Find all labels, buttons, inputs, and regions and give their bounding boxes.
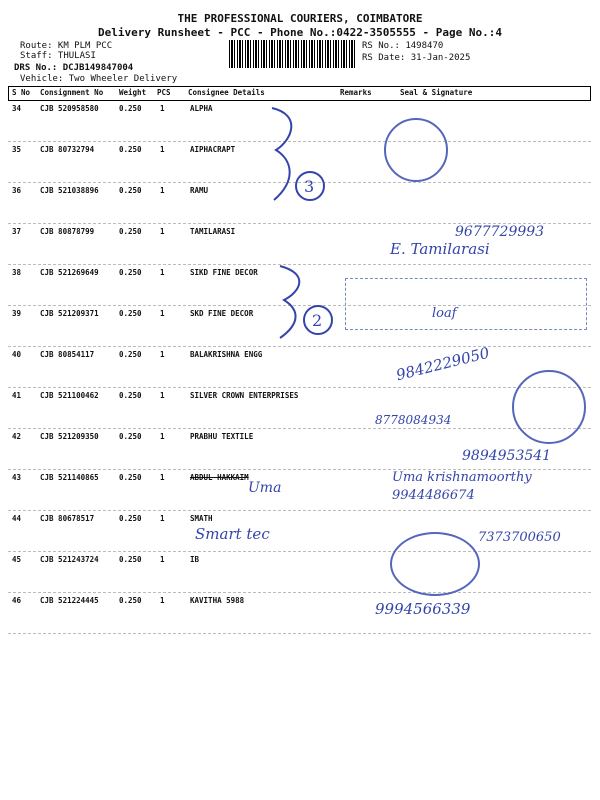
- handwritten-name: Uma krishnamoorthy: [392, 470, 532, 485]
- handwritten-phone: 9894953541: [462, 448, 552, 464]
- row-separator: [8, 592, 591, 593]
- cell-pcs: 1: [160, 186, 165, 195]
- col-header-consignment: Consignment No: [40, 88, 104, 97]
- cell-weight: 0.250: [119, 186, 142, 195]
- cell-pcs: 1: [160, 268, 165, 277]
- cell-consignee: PRABHU TEXTILE: [190, 432, 254, 441]
- cell-cno: CJB 521100462: [40, 391, 99, 400]
- cell-sno: 43: [12, 473, 22, 482]
- cell-cno: CJB 80732794: [40, 145, 95, 154]
- cell-pcs: 1: [160, 596, 165, 605]
- col-header-remarks: Remarks: [340, 88, 372, 97]
- cell-pcs: 1: [160, 391, 165, 400]
- row-separator: [8, 387, 591, 388]
- bracket-mark-1: [262, 100, 342, 210]
- row-separator: [8, 428, 591, 429]
- cell-consignee: SKD FINE DECOR: [190, 309, 254, 318]
- cell-weight: 0.250: [119, 268, 142, 277]
- route-text: Route: KM PLM PCC: [20, 41, 113, 51]
- cell-pcs: 1: [160, 350, 165, 359]
- cell-pcs: 1: [160, 309, 165, 318]
- cell-weight: 0.250: [119, 514, 142, 523]
- row-separator: [8, 510, 591, 511]
- cell-pcs: 1: [160, 145, 165, 154]
- handwritten-note: loaf: [432, 306, 457, 321]
- cell-cno: CJB 80878799: [40, 227, 95, 236]
- cell-sno: 41: [12, 391, 22, 400]
- col-header-weight: Weight: [119, 88, 147, 97]
- rs-number: RS No.: 1498470: [362, 41, 444, 51]
- rs-date: RS Date: 31-Jan-2025: [362, 53, 471, 63]
- cell-sno: 45: [12, 555, 22, 564]
- cell-weight: 0.250: [119, 309, 142, 318]
- cell-pcs: 1: [160, 104, 165, 113]
- runsheet-subtitle: Delivery Runsheet - PCC - Phone No.:0422-3505555 - Page No.:4: [98, 26, 502, 39]
- handwritten-phone: 9842229050: [394, 343, 492, 385]
- cell-cno: CJB 521209371: [40, 309, 99, 318]
- cell-consignee: ABDUL HAKKAIM: [190, 473, 249, 482]
- handwritten-phone: 9944486674: [392, 488, 475, 503]
- seal-stamp: [390, 532, 480, 596]
- bracket-mark-2: [270, 262, 350, 342]
- cell-weight: 0.250: [119, 145, 142, 154]
- cell-cno: CJB 521038896: [40, 186, 99, 195]
- cell-cno: CJB 521269649: [40, 268, 99, 277]
- cell-cno: CJB 521243724: [40, 555, 99, 564]
- vehicle-text: Vehicle: Two Wheeler Delivery: [20, 74, 178, 84]
- cell-cno: CJB 80854117: [40, 350, 95, 359]
- cell-consignee: SILVER CROWN ENTERPRISES: [190, 391, 299, 400]
- cell-pcs: 1: [160, 432, 165, 441]
- svg-text:2: 2: [312, 311, 323, 330]
- cell-consignee: SMATH: [190, 514, 213, 523]
- cell-cno: CJB 521140865: [40, 473, 99, 482]
- cell-pcs: 1: [160, 473, 165, 482]
- cell-cno: CJB 520958580: [40, 104, 99, 113]
- cell-consignee: ALPHA: [190, 104, 213, 113]
- handwritten-signature: Uma: [248, 480, 282, 496]
- cell-weight: 0.250: [119, 473, 142, 482]
- row-separator: [8, 551, 591, 552]
- cell-sno: 40: [12, 350, 22, 359]
- cell-sno: 46: [12, 596, 22, 605]
- row-separator: [8, 346, 591, 347]
- cell-weight: 0.250: [119, 555, 142, 564]
- cell-sno: 44: [12, 514, 22, 523]
- cell-weight: 0.250: [119, 227, 142, 236]
- company-title: THE PROFESSIONAL COURIERS, COIMBATORE: [177, 12, 423, 25]
- cell-sno: 36: [12, 186, 22, 195]
- handwritten-phone: 8778084934: [375, 413, 452, 427]
- cell-weight: 0.250: [119, 596, 142, 605]
- handwritten-phone: 9677729993: [455, 224, 545, 240]
- cell-consignee: KAVITHA 5988: [190, 596, 245, 605]
- col-header-pcs: PCS: [157, 88, 171, 97]
- col-border: [590, 86, 591, 100]
- row-separator: [8, 633, 591, 634]
- cell-consignee: RAMU: [190, 186, 209, 195]
- col-border: [8, 86, 9, 100]
- drs-number: DRS No.: DCJB149847004: [14, 63, 134, 73]
- cell-consignee: IB: [190, 555, 200, 564]
- col-header-consignee: Consignee Details: [188, 88, 265, 97]
- cell-weight: 0.250: [119, 432, 142, 441]
- cell-cno: CJB 521224445: [40, 596, 99, 605]
- staff-text: Staff: THULASI: [20, 51, 96, 61]
- cell-weight: 0.250: [119, 391, 142, 400]
- table-top-border: [8, 86, 591, 87]
- cell-sno: 34: [12, 104, 22, 113]
- cell-cno: CJB 80678517: [40, 514, 95, 523]
- cell-consignee: TAMILARASI: [190, 227, 236, 236]
- cell-consignee: SIKD FINE DECOR: [190, 268, 258, 277]
- cell-sno: 38: [12, 268, 22, 277]
- col-header-seal: Seal & Signature: [400, 88, 473, 97]
- col-header-sno: S No: [12, 88, 31, 97]
- cell-pcs: 1: [160, 227, 165, 236]
- company-stamp: [345, 278, 587, 330]
- cell-pcs: 1: [160, 514, 165, 523]
- barcode: [229, 40, 355, 68]
- handwritten-name: Smart tec: [195, 525, 270, 543]
- handwritten-phone: 9994566339: [375, 600, 471, 618]
- cell-cno: CJB 521209350: [40, 432, 99, 441]
- cell-weight: 0.250: [119, 350, 142, 359]
- handwritten-phone: 7373700650: [478, 530, 561, 545]
- cell-pcs: 1: [160, 555, 165, 564]
- handwritten-name: E. Tamilarasi: [390, 240, 490, 258]
- seal-stamp: [384, 118, 448, 182]
- cell-consignee: BALAKRISHNA ENGG: [190, 350, 263, 359]
- cell-sno: 37: [12, 227, 22, 236]
- cell-consignee: AIPHACRAPT: [190, 145, 236, 154]
- svg-text:3: 3: [304, 177, 315, 196]
- cell-sno: 42: [12, 432, 22, 441]
- cell-sno: 39: [12, 309, 22, 318]
- seal-stamp: [512, 370, 586, 444]
- cell-weight: 0.250: [119, 104, 142, 113]
- cell-sno: 35: [12, 145, 22, 154]
